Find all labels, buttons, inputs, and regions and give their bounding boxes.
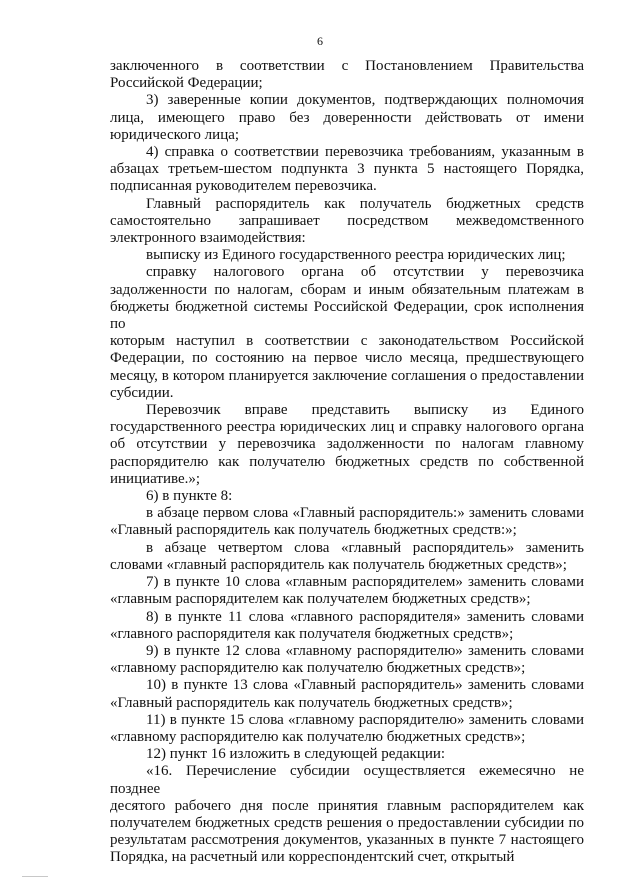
text-line: Российской Федерации; (110, 75, 263, 92)
text-line: десятого рабочего дня после принятия главным распорядителем как (110, 797, 584, 814)
text-line: «главному распорядителю как получателю бюджетных средств»; (110, 728, 526, 745)
text-line: 12) пункт 16 изложить в следующей редакции: (146, 746, 446, 763)
text-line: 4) справка о соответствии перевозчика требованиям, указанным в (146, 144, 584, 161)
text-line: «главного распорядителя как получателя бюджетных средств»; (110, 625, 514, 642)
text-line: «главным распорядителем как получателем бюджетных средств»; (110, 591, 531, 608)
text-line: юридического лица; (110, 126, 240, 143)
text-line: в абзаце первом слова «Главный распорядитель:» заменить словами (146, 505, 584, 522)
document-body (110, 58, 584, 867)
text-line: «главному распорядителю как получателю бюджетных средств»; (110, 660, 526, 677)
scan-artifact (22, 876, 48, 877)
text-line: задолженности по налогам, сборам и иным обязательным платежам в (110, 281, 584, 298)
text-line: абзацах третьем-шестом подпункта 3 пункта 5 настоящего Порядка, (110, 161, 584, 178)
text-line: 8) в пункте 11 слова «главного распорядителя» заменить словами (146, 608, 584, 625)
page-number: 6 (317, 34, 323, 48)
text-line: бюджеты бюджетной системы Российской Федерации, срок исполнения по (110, 298, 584, 333)
text-line: которым наступил в соответствии с законодательством Российской (110, 333, 584, 350)
text-line: Федерации, по состоянию на первое число месяца, предшествующего (110, 350, 584, 367)
text-line: «16. Перечисление субсидии осуществляется ежемесячно не позднее (110, 763, 584, 797)
text-line: 10) в пункте 13 слова «Главный распорядитель» заменить словами (146, 677, 584, 694)
text-line: результатам рассмотрения документов, указанных в пункте 7 настоящего (110, 832, 584, 849)
text-line: 3) заверенные копии документов, подтверждающих полномочия (146, 92, 584, 109)
text-line: получателем бюджетных средств решения о предоставлении субсидии по (110, 814, 584, 831)
text-line: месяцу, в котором планируется заключение соглашения о предоставлении (110, 367, 584, 384)
text-line: «Главный распорядитель как получатель бюджетных средств:»; (110, 522, 517, 539)
text-line: 9) в пункте 12 слова «главному распорядителю» заменить словами (146, 642, 584, 659)
text-line: распорядителю как получателю бюджетных средств по собственной (110, 453, 584, 470)
text-line: «Главный распорядитель как получатель бюджетных средств»; (110, 694, 513, 711)
text-line: государственного реестра юридических лиц и справку налогового органа (110, 419, 584, 436)
text-line: справку налогового органа об отсутствии у перевозчика (146, 264, 584, 281)
text-line: об отсутствии у перевозчика задолженности по налогам главному (110, 436, 584, 453)
text-line: подписанная руководителем перевозчика. (110, 178, 377, 195)
text-line: субсидии. (110, 384, 174, 401)
text-line: Перевозчик вправе представить выписку из Единого (146, 402, 584, 419)
text-line: выписку из Единого государственного реестра юридических лиц; (146, 247, 566, 264)
text-line: инициативе.»; (110, 470, 201, 487)
text-line: Главный распорядитель как получатель бюджетных средств (146, 195, 584, 212)
text-line: словами «главный распорядитель как получатель бюджетных средств»; (110, 556, 567, 573)
text-line: самостоятельно запрашивает посредством межведомственного (110, 212, 584, 229)
text-line: лица, имеющего право без доверенности действовать от имени (110, 109, 584, 126)
text-line: 6) в пункте 8: (146, 488, 233, 505)
text-line: 11) в пункте 15 слова «главному распорядителю» заменить словами (146, 711, 584, 728)
text-line: Порядка, на расчетный или корреспондентский счет, открытый (110, 849, 515, 866)
text-line: заключенного в соответствии с Постановлением Правительства (110, 58, 584, 74)
text-line: в абзаце четвертом слова «главный распорядитель» заменить (146, 539, 584, 556)
text-line: электронного взаимодействия: (110, 230, 306, 247)
text-line: 7) в пункте 10 слова «главным распорядителем» заменить словами (146, 574, 584, 591)
